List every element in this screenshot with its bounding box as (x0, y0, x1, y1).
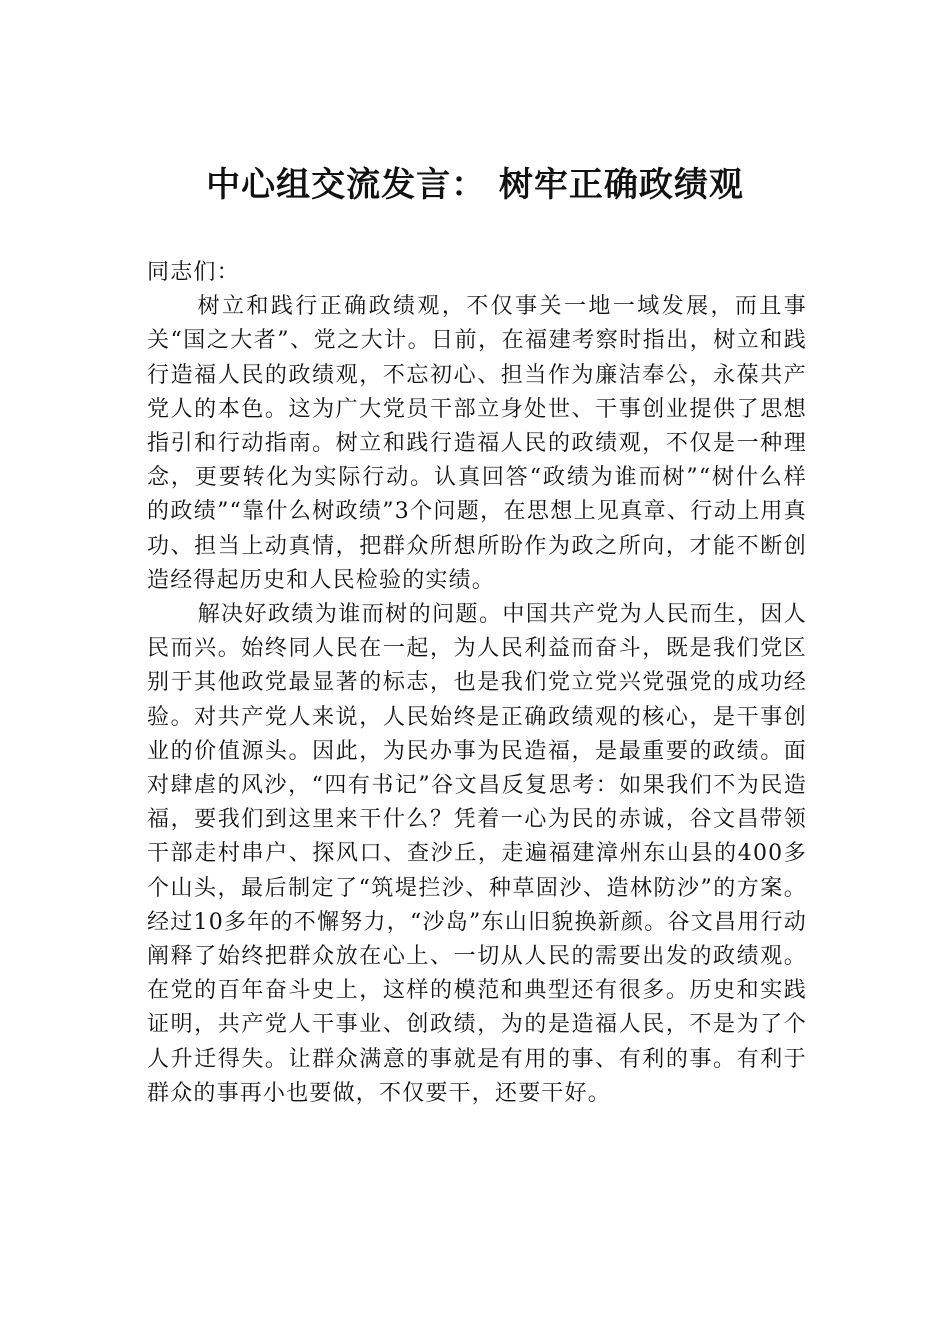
document-body (147, 256, 807, 1111)
paragraph-2: 解决好政绩为谁而树的问题。中国共产党为人民而生，因人民而兴。始终同人民在一起，为人民利益而奋斗，既是我们党区别于其他政党最显著的标志，也是我们党立党兴党强党的成功经验。对共产党人来说，人民始终是正确政绩观的核心，是干事创业的价值源头。因此，为民办事为民造福，是最重要的政绩。面对肆虐的风沙，“四有书记”谷文昌反复思考：如果我们不为民造福，要我们到这里来干什么？凭着一心为民的赤诚，谷文昌带领干部走村串户、探风口、查沙丘，走遍福建漳州东山县的400多个山头，最后制定了“筑堤拦沙、种草固沙、造林防沙”的方案。经过10多年的不懈努力，“沙岛”东山旧貌换新颜。谷文昌用行动阐释了始终把群众放在心上、一切从人民的需要出发的政绩观。在党的百年奋斗史上，这样的模范和典型还有很多。历史和实践证明，共产党人干事业、创政绩，为的是造福人民，不是为了个人升迁得失。让群众满意的事就是有用的事、有利的事。有利于群众的事再小也要做，不仅要干，还要干好。 (147, 602, 807, 1106)
document-title: 中心组交流发言： 树牢正确政绩观 (206, 165, 744, 205)
paragraph-1: 树立和践行正确政绩观，不仅事关一地一域发展，而且事关“国之大者”、党之大计。日前，在福建考察时指出，树立和践行造福人民的政绩观，不忘初心、担当作为廉洁奉公，永葆共产党人的本色。这为广大党员干部立身处世、干事创业提供了思想指引和行动指南。树立和践行造福人民的政绩观，不仅是一种理念，更要转化为实际行动。认真回答“政绩为谁而树”“树什么样的政绩”“靠什么树政绩”3个问题，在思想上见真章、行动上用真功、担当上动真情，把群众所想所盼作为政之所向，才能不断创造经得起历史和人民检验的实绩。 (147, 294, 807, 593)
salutation: 同志们： (147, 260, 240, 285)
